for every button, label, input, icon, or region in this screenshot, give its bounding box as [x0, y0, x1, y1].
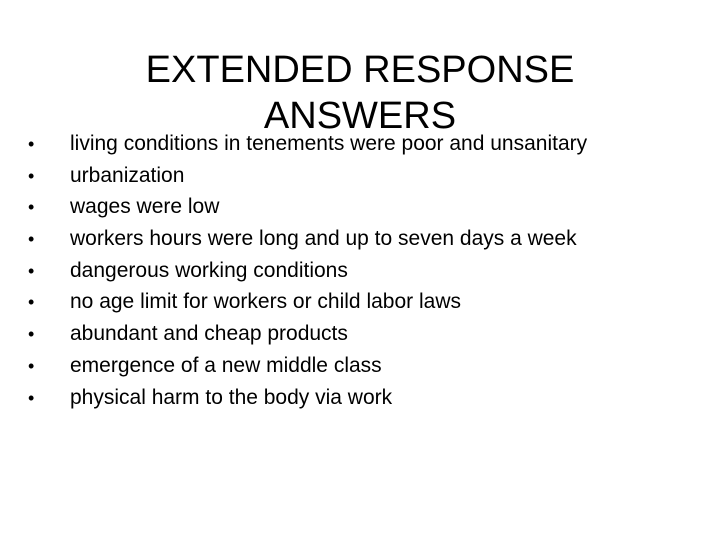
bullet-icon: • [28, 324, 35, 345]
list-item [28, 318, 708, 350]
list-item-text: living conditions in tenements were poor and unsanitary [70, 132, 588, 155]
bullet-icon: • [28, 229, 35, 250]
list-item-text: dangerous working conditions [70, 258, 348, 282]
list-item-text: emergence of a new middle class [70, 353, 382, 377]
list-item [28, 191, 708, 223]
list-item [28, 286, 708, 318]
list-item [28, 128, 708, 160]
list-item-text: urbanization [70, 163, 185, 187]
bullet-icon: • [28, 165, 35, 186]
list-item [28, 160, 708, 192]
slide-title [60, 47, 660, 139]
list-item-text: workers hours were long and up to seven days a week [70, 227, 577, 251]
bullet-icon: • [28, 134, 35, 154]
list-item [28, 255, 708, 287]
bullet-list [28, 128, 708, 413]
list-item [28, 350, 708, 382]
slide-title-line-2: ANSWERS [263, 95, 457, 138]
list-item [28, 382, 708, 414]
list-item-text: no age limit for workers or child labor laws [70, 290, 461, 314]
bullet-icon: • [28, 260, 35, 281]
bullet-icon: • [28, 355, 35, 376]
slide-title-line-1: EXTENDED RESPONSE [145, 49, 575, 92]
bullet-icon: • [28, 197, 35, 218]
list-item-text: physical harm to the body via work [70, 385, 393, 409]
bullet-icon: • [28, 292, 35, 313]
list-item-text: wages were low [70, 195, 220, 219]
list-item [28, 223, 708, 255]
list-item-text: abundant and cheap products [70, 322, 348, 346]
bullet-icon: • [28, 387, 35, 408]
